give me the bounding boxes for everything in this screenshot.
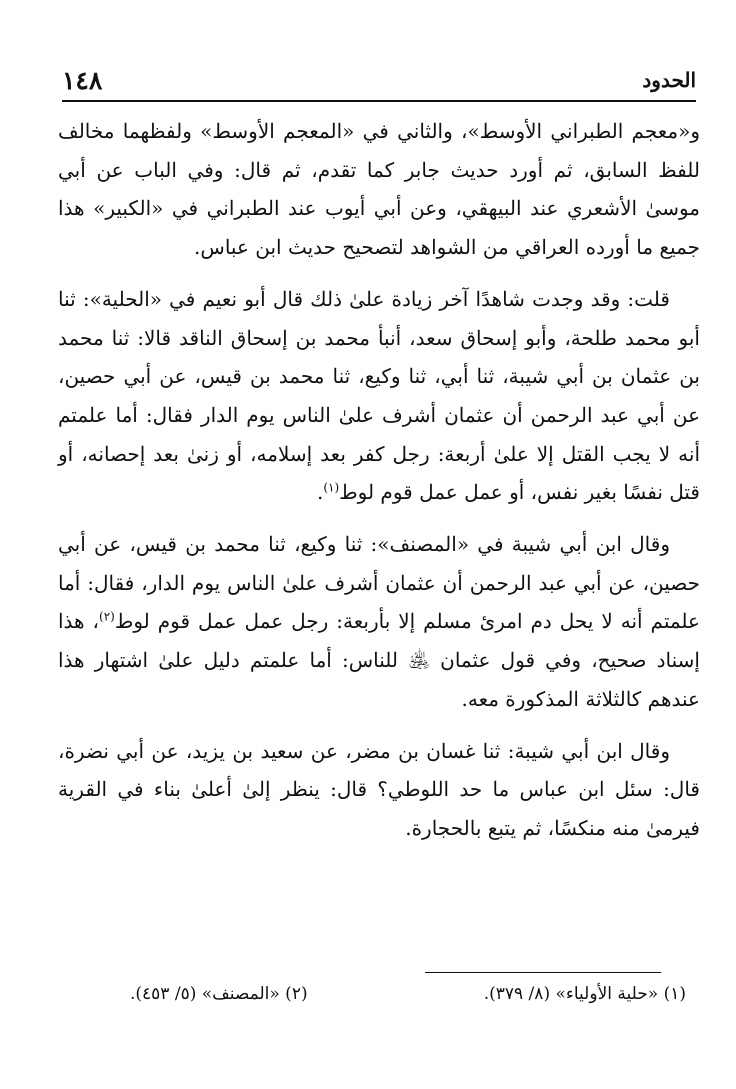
page-number: ١٤٨ [62,65,103,95]
footnote-divider [425,972,661,973]
paragraph-2-end: . [316,480,324,505]
footnotes [130,984,686,1014]
page-header [62,60,696,102]
footnote-1: (١) «حلية الأولياء» (٨/ ٣٧٩). [483,984,686,1004]
body-text [58,112,700,861]
running-title: الحدود [642,68,696,92]
paragraph-3-text: وقال ابن أبي شيبة في «المصنف»: ثنا وكيع، ثنا محمد بن قيس، عن أبي حصين، عن أبي عبد الرحمن أن عثمان أشرف علىٰ الناس يوم الدار، فقال: أما علمتم أنه لا يحل دم امرئ مسلم إلا بأربعة: رجل عمل عمل قوم لوط [58,532,700,634]
footnote-ref-1[interactable]: (١) [323,480,340,495]
paragraph-3 [58,525,700,719]
footnote-2: (٢) «المصنف» (٥/ ٤٥٣). [130,984,308,1004]
paragraph-2 [58,280,700,512]
paragraph-4: وقال ابن أبي شيبة: ثنا غسان بن مضر، عن سعيد بن يزيد، عن أبي نضرة، قال: سئل ابن عباس ما حد اللوطي؟ قال: ينظر إلىٰ أعلىٰ بناء في القرية فيرمىٰ منه منكسًا، ثم يتبع بالحجارة. [58,738,700,840]
paragraph-2-text: قلت: وقد وجدت شاهدًا آخر زيادة علىٰ ذلك قال أبو نعيم في «الحلية»: ثنا أبو محمد طلحة، وأبو إسحاق سعد، أنبأ محمد بن إسحاق الناقد قالا: ثنا محمد بن عثمان بن أبي شيبة، ثنا أبي، ثنا وكيع، ثنا محمد بن قيس، عن أبي حصين، عن أبي عبد الرحمن أن عثمان أشرف علىٰ الناس يوم الدار فقال: أما علمتم أنه لا يجب القتل إلا علىٰ أربعة: رجل كفر بعد إسلامه، أو زنىٰ بعد إحصانه، أو قتل نفسًا بغير نفس، أو عمل عمل قوم لوط [58,286,700,505]
footnote-ref-2[interactable]: (٢) [99,609,115,624]
paragraph-1: و«معجم الطبراني الأوسط»، والثاني في «المعجم الأوسط» ولفظهما مخالف للفظ السابق، ثم أورد حديث جابر كما تقدم، ثم قال: وفي الباب عن أبي موسىٰ الأشعري عند البيهقي، وعن أبي أيوب عند الطبراني في «الكبير» هذا جميع ما أورده العراقي من الشواهد لتصحيح حديث ابن عباس. [58,119,700,260]
paragraph-3-rest: ، هذا إسناد صحيح، وفي قول عثمان ﵁ للناس: أما علمتم دليل علىٰ اشتهار هذا عندهم كالثلاثة المذكورة معه. [58,609,700,711]
